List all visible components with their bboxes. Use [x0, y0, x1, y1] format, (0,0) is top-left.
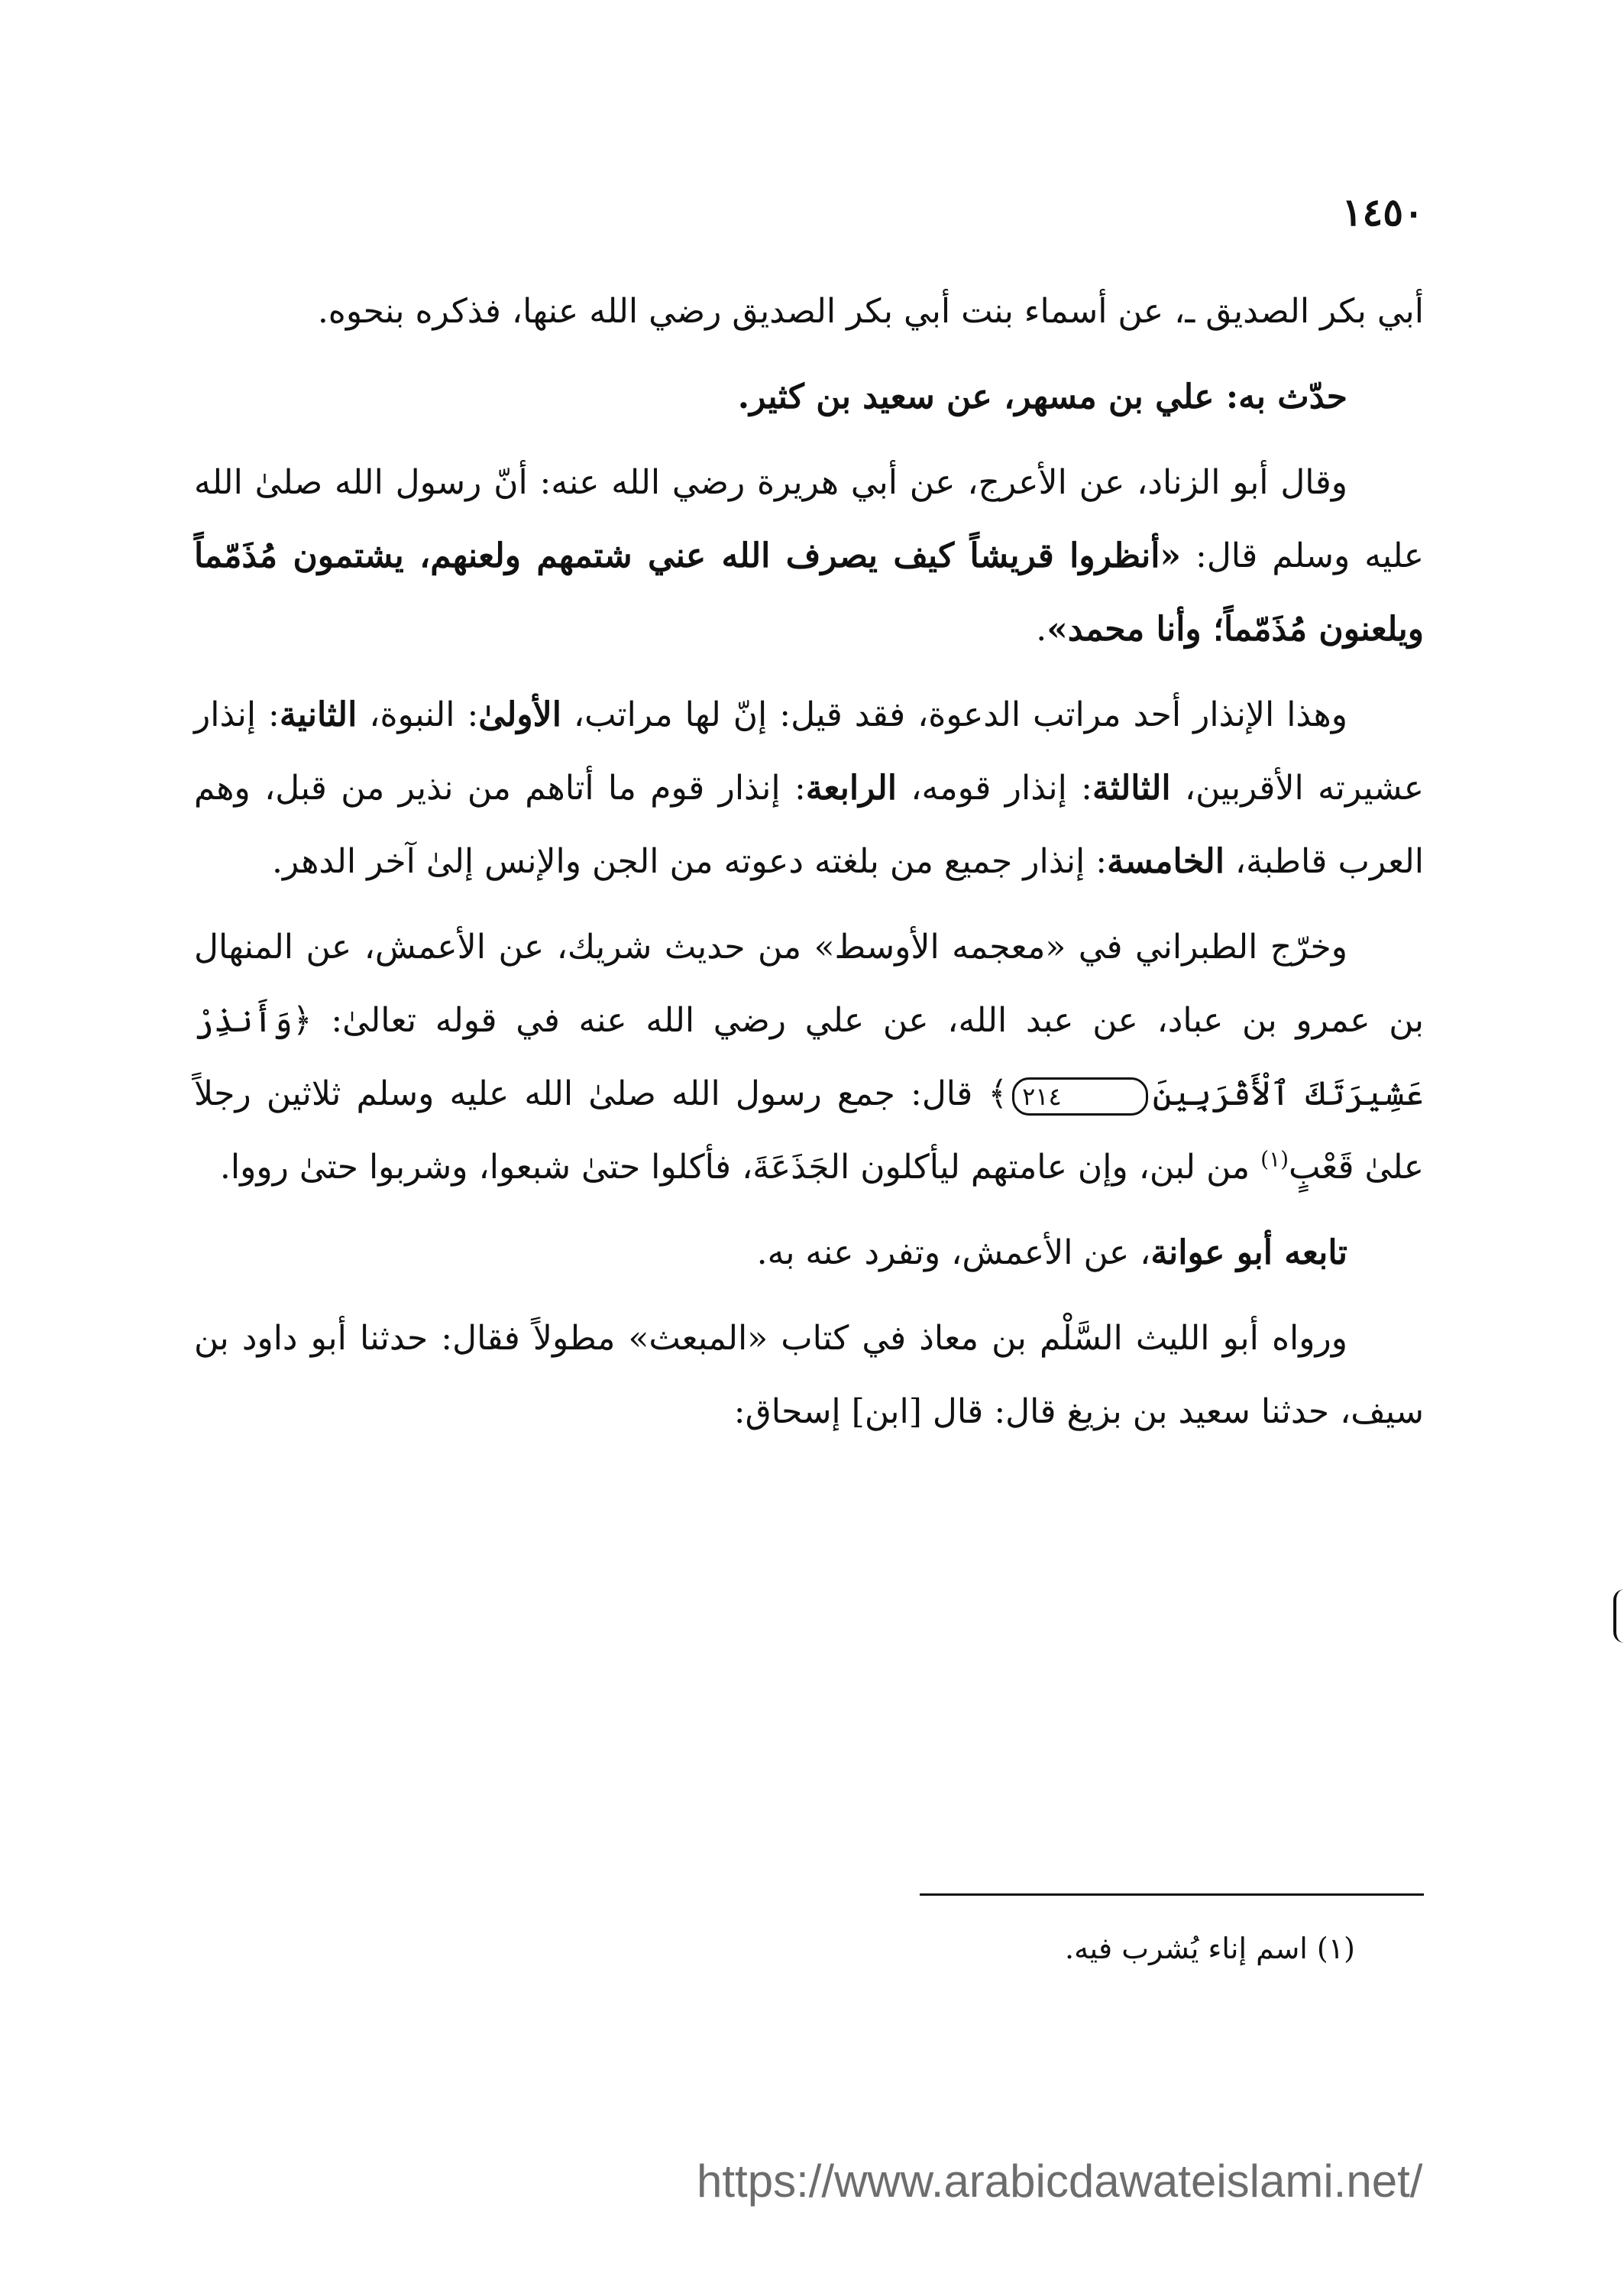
paragraph-6-narrator: تابعه أبو عوانة — [1150, 1233, 1347, 1272]
paragraph-5 — [194, 911, 1424, 1204]
quran-close-bracket: ﴾ — [988, 1074, 1008, 1113]
paragraph-5-c: من لبن، وإن عامتهم ليأكلون الجَذَعَةَ، فأكلوا حتىٰ شبعوا، وشربوا حتىٰ رووا. — [219, 1148, 1261, 1187]
paragraph-2-text: حدّث به: علي بن مسهر، عن سعيد بن كثير. — [737, 377, 1347, 416]
paragraph-3 — [194, 446, 1424, 666]
main-text — [194, 275, 1424, 1461]
rank-third: الثالثة — [1092, 769, 1171, 808]
paragraph-6 — [194, 1216, 1424, 1290]
paragraph-3-end: . — [1036, 610, 1047, 649]
rank-first: الأولىٰ — [478, 695, 561, 734]
hadith-quote: «أنظروا قريشاً كيف يصرف الله عني شتمهم ولعنهم، يشتمون مُذَمّماً ويلعنون مُذَمّماً؛ وأنا محمد» — [194, 536, 1424, 649]
watermark-url: https://www.arabicdawateislami.net/ — [697, 2156, 1423, 2207]
paragraph-1 — [194, 275, 1424, 348]
paragraph-4 — [194, 679, 1424, 899]
paragraph-6-rest: ، عن الأعمش، وتفرد عنه به. — [756, 1233, 1151, 1272]
paragraph-4-i: : إنذار قوم ما أتاهم من نذير من قبل، وهم العرب قاطبة، — [194, 769, 1424, 881]
footnote-divider — [920, 1893, 1424, 1896]
paragraph-1-text: أبي بكر الصديق ـ، عن أسماء بنت أبي بكر الصديق رضي الله عنها، فذكره بنحوه. — [317, 292, 1424, 331]
paragraph-5-b: قال: جمع رسول الله صلىٰ الله عليه وسلم ثلاثين رجلاً علىٰ قَعْبٍ — [194, 1074, 1424, 1187]
paragraph-7-text: ورواه أبو الليث السَّلْم بن معاذ في كتاب «المبعث» مطولاً فقال: حدثنا أبو داود بن سيف، حدثنا سعيد بن بزيغ قال: قال [ابن] إسحاق: — [194, 1319, 1424, 1431]
paragraph-3-intro: وقال أبو الزناد، عن الأعرج، عن أبي هريرة رضي الله عنه: أنّ رسول الله صلىٰ الله عليه وسلم قال: — [194, 463, 1424, 575]
footnote-reference[interactable]: (١) — [1260, 1146, 1289, 1172]
page-number: ١٤٥٠ — [1341, 189, 1424, 235]
paragraph-4-a: وهذا الإنذار أحد مراتب الدعوة، فقد قيل: إنّ لها مراتب، — [561, 695, 1347, 734]
rank-fifth: الخامسة — [1107, 842, 1224, 881]
ayah-number-marker: ٢١٤ — [1012, 1077, 1148, 1116]
rank-second: الثانية — [279, 695, 357, 734]
paragraph-4-e: : إنذار عشيرته الأقربين، — [194, 695, 1424, 808]
paragraph-4-k: : إنذار جميع من بلغته دعوته من الجن والإنس إلىٰ آخر الدهر. — [271, 842, 1108, 881]
page-edge-mark — [1613, 1589, 1624, 1643]
rank-fourth: الرابعة — [805, 769, 897, 808]
quran-verse: ﴿وَأَنذِرْ عَشِيرَتَكَ ٱلْأَقْرَبِينَ — [194, 1001, 1424, 1113]
paragraph-4-g: : إنذار قومه، — [896, 769, 1092, 808]
paragraph-2 — [194, 361, 1424, 434]
paragraph-7 — [194, 1302, 1424, 1449]
footnote: (١) اسم إناء يُشرب فيه. — [1065, 1932, 1355, 1965]
paragraph-4-c: : النبوة، — [357, 695, 479, 734]
paragraph-5-a: وخرّج الطبراني في «معجمه الأوسط» من حديث شريك، عن الأعمش، عن المنهال بن عمرو بن عباد، عن عبد الله، عن علي رضي الله عنه في قوله تعالىٰ: — [194, 928, 1424, 1040]
